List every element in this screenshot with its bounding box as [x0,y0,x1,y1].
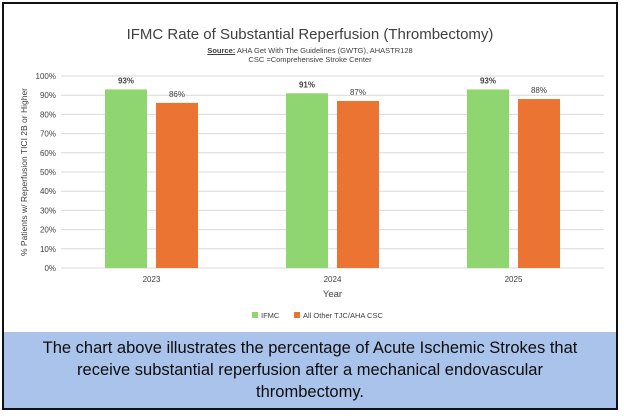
chart-frame [2,2,618,410]
chart-plot [4,4,616,332]
chart-note: CSC =Comprehensive Stroke Center [248,55,372,64]
data-label: 93% [117,76,135,86]
data-label: 91% [298,80,316,90]
bar-ifmc [105,89,147,268]
y-tick-label: 30% [39,206,56,216]
bar-all-other-tjc-aha-csc [518,99,560,268]
chart-caption: The chart above illustrates the percentage of Acute Ischemic Strokes that receive substantial reperfusion after a mechanical endovascular thrombectomy. [4,332,616,408]
legend-swatch [252,312,258,318]
legend-label: All Other TJC/AHA CSC [303,311,383,320]
y-tick-label: 20% [39,225,56,235]
data-label: 93% [479,76,497,86]
data-label: 86% [168,89,186,99]
bar-ifmc [286,93,328,268]
x-tick-label: 2023 [142,275,161,284]
x-tick-label: 2024 [323,275,342,284]
bar-all-other-tjc-aha-csc [156,103,198,268]
y-tick-label: 80% [39,110,56,120]
y-axis-title: % Patients w/ Reperfusion TICI 2B or Higher [19,87,29,257]
bar-ifmc [467,89,509,268]
y-tick-label: 10% [39,244,56,254]
x-tick-label: 2025 [504,275,523,284]
x-axis-title: Year [322,289,343,300]
y-tick-label: 40% [39,187,56,197]
data-label: 87% [349,87,367,97]
chart-title: IFMC Rate of Substantial Reperfusion (Thrombectomy) [126,26,494,43]
data-label: 88% [530,86,548,96]
y-tick-label: 90% [39,91,56,101]
source-text: AHA Get With The Guidelines (GWTG), AHASTR128 [236,46,413,55]
y-tick-label: 50% [39,168,56,177]
legend-swatch [294,312,300,318]
source-label: Source: [207,46,236,55]
y-tick-label: 60% [39,148,56,158]
bar-all-other-tjc-aha-csc [337,101,379,268]
legend-label: IFMC [261,311,280,320]
y-tick-label: 0% [44,264,56,273]
y-tick-label: 100% [35,72,56,81]
chart-area [4,4,616,332]
y-tick-label: 70% [39,129,56,139]
